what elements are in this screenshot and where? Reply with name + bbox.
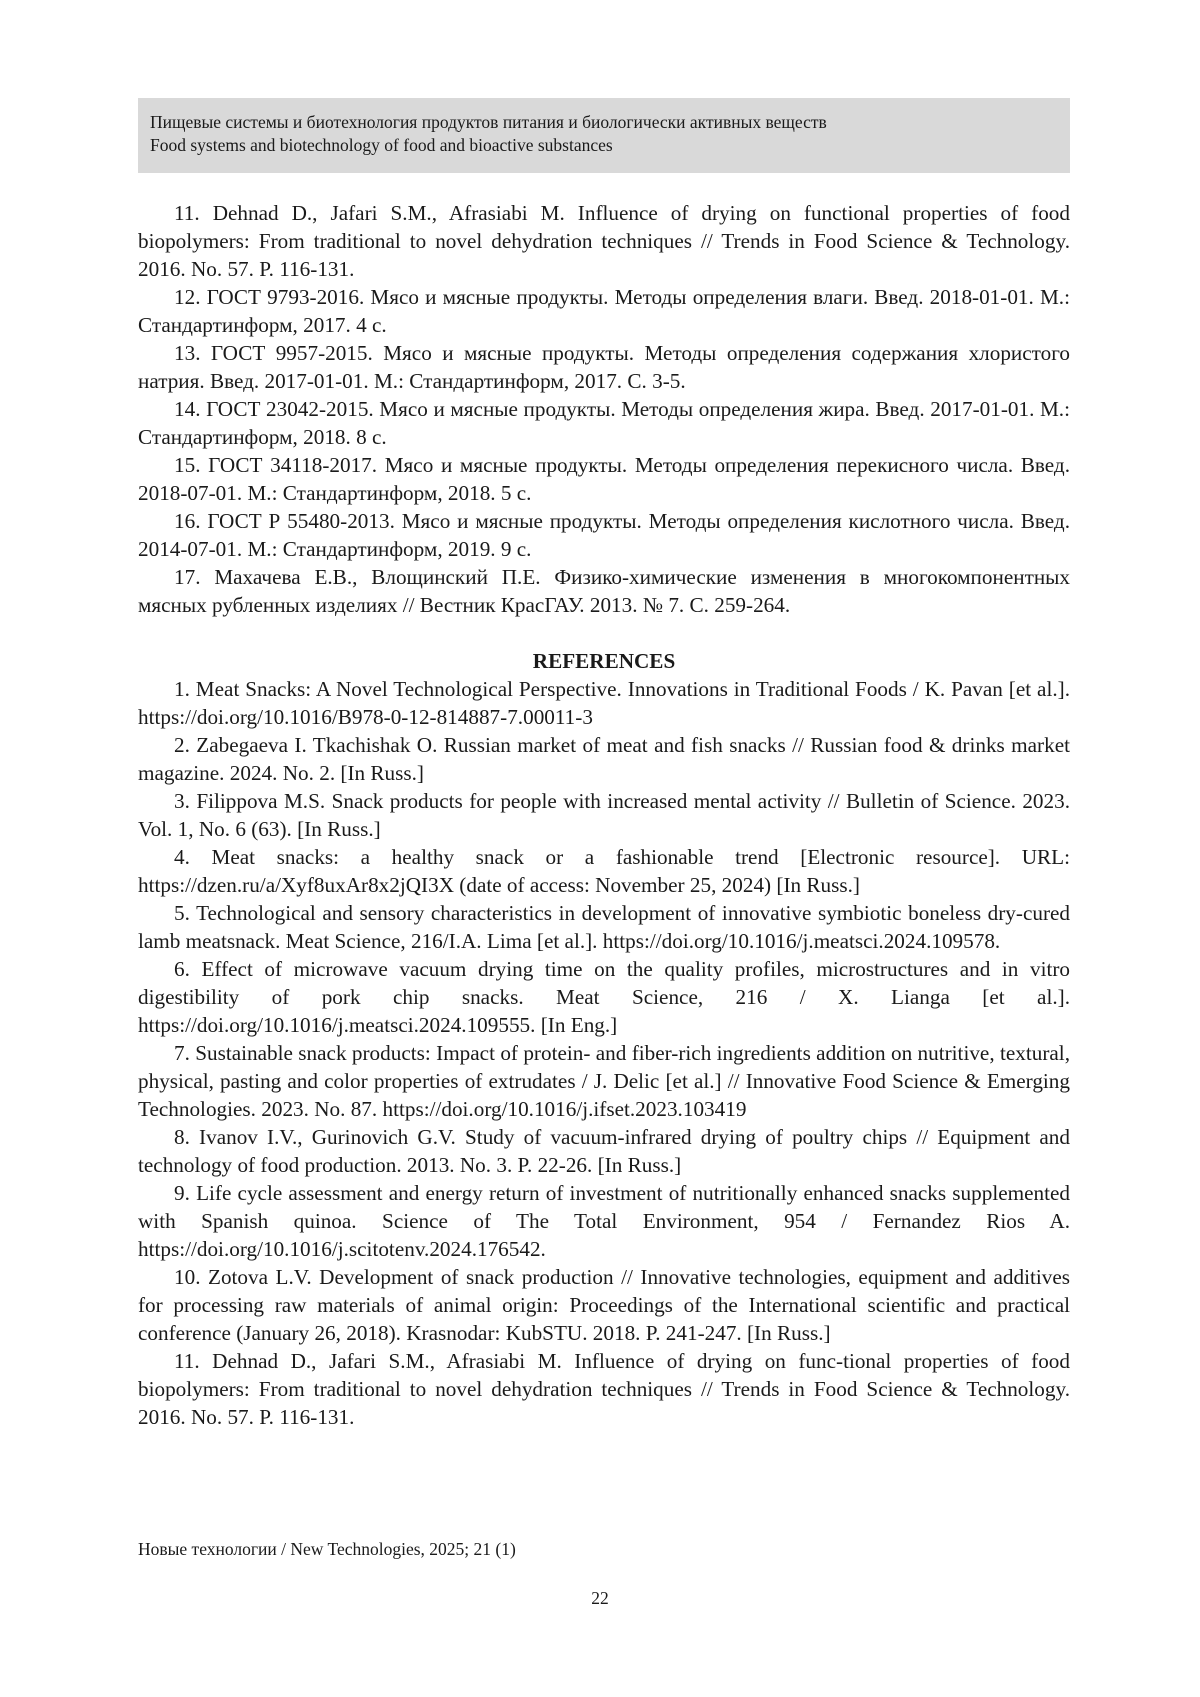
reference-item: 13. ГОСТ 9957-2015. Мясо и мясные продукты. Методы определения содержания хлористого натрия. Введ. 2017-01-01. М.: Стандартинформ, 2017. С. 3-5.	[138, 341, 1070, 393]
reference-item: 5. Technological and sensory characteristics in development of innovative symbiotic boneless dry-cured lamb meatsnack. Meat Science, 216/I.A. Lima [et al.]. https://doi.org/10.1016/j.meatsci.2024.109578.	[138, 901, 1070, 953]
reference-item: 1. Meat Snacks: A Novel Technological Perspective. Innovations in Traditional Foods / K. Pavan [et al.]. https://doi.org/10.1016/B978-0-12-814887-7.00011-3	[138, 677, 1070, 729]
running-header	[138, 98, 1070, 173]
reference-item: 15. ГОСТ 34118-2017. Мясо и мясные продукты. Методы определения перекисного числа. Введ. 2018-07-01. М.: Стандартинформ, 2018. 5 с.	[138, 453, 1070, 505]
reference-item: 4. Meat snacks: a healthy snack or a fashionable trend [Electronic resource]. URL: https://dzen.ru/a/Xyf8uxAr8x2jQI3X (date of access: November 25, 2024) [In Russ.]	[138, 845, 1070, 897]
ru-reference-list	[138, 199, 1070, 619]
reference-item: 3. Filippova M.S. Snack products for people with increased mental activity // Bulletin of Science. 2023. Vol. 1, No. 6 (63). [In Russ.]	[138, 789, 1070, 841]
reference-content	[138, 199, 1070, 1431]
reference-item: 11. Dehnad D., Jafari S.M., Afrasiabi M. Influence of drying on functional properties of food biopolymers: From traditional to novel dehydration techniques // Trends in Food Science & Technology. 2016. No. 57. P. 116-131.	[138, 201, 1070, 281]
reference-item: 9. Life cycle assessment and energy return of investment of nutritionally enhanced snacks supplemented with Spanish quinoa. Science of The Total Environment, 954 / Fernandez Rios A. https://doi.org/10.1016/j.scitotenv.2024.176542.	[138, 1181, 1070, 1261]
header-title-en: Food systems and biotechnology of food and bioactive substances	[150, 135, 613, 155]
reference-item: 16. ГОСТ Р 55480-2013. Мясо и мясные продукты. Методы определения кислотного числа. Введ. 2014-07-01. М.: Стандартинформ, 2019. 9 с.	[138, 509, 1070, 561]
page-number: 22	[591, 1588, 609, 1608]
journal-footer: Новые технологии / New Technologies, 2025; 21 (1)	[138, 1539, 516, 1559]
reference-item: 2. Zabegaeva I. Tkachishak O. Russian market of meat and fish snacks // Russian food & drinks market magazine. 2024. No. 2. [In Russ.]	[138, 733, 1070, 785]
reference-item: 12. ГОСТ 9793-2016. Мясо и мясные продукты. Методы определения влаги. Введ. 2018-01-01. М.: Стандартинформ, 2017. 4 с.	[138, 285, 1070, 337]
en-reference-list	[138, 675, 1070, 1431]
reference-item: 6. Effect of microwave vacuum drying time on the quality profiles, microstructures and in vitro digestibility of pork chip snacks. Meat Science, 216 / X. Lianga [et al.]. https://doi.org/10.1016/j.meatsci.2024.109555. [In Eng.]	[138, 957, 1070, 1037]
reference-item: 10. Zotova L.V. Development of snack production // Innovative technologies, equipment and additives for processing raw materials of animal origin: Proceedings of the International scientific and practical conference (January 26, 2018). Krasnodar: KubSTU. 2018. P. 241-247. [In Russ.]	[138, 1265, 1070, 1345]
reference-item: 11. Dehnad D., Jafari S.M., Afrasiabi M. Influence of drying on func-tional properties of food biopolymers: From traditional to novel dehydration techniques // Trends in Food Science & Technology. 2016. No. 57. P. 116-131.	[138, 1349, 1070, 1429]
reference-item: 8. Ivanov I.V., Gurinovich G.V. Study of vacuum-infrared drying of poultry chips // Equipment and technology of food production. 2013. No. 3. P. 22-26. [In Russ.]	[138, 1125, 1070, 1177]
reference-item: 17. Махачева Е.В., Влощинский П.Е. Физико-химические изменения в многокомпонентных мясных рубленных изделиях // Вестник КрасГАУ. 2013. № 7. С. 259-264.	[138, 565, 1070, 617]
header-title-ru: Пищевые системы и биотехнология продуктов питания и биологически активных веществ	[150, 112, 827, 132]
reference-item: 7. Sustainable snack products: Impact of protein- and fiber-rich ingredients addition on nutritive, textural, physical, pasting and color properties of extrudates / J. Delic [et al.] // Innovative Food Science & Emerging Technologies. 2023. No. 87. https://doi.org/10.1016/j.ifset.2023.103419	[138, 1041, 1070, 1121]
references-heading: REFERENCES	[532, 649, 676, 673]
reference-item: 14. ГОСТ 23042-2015. Мясо и мясные продукты. Методы определения жира. Введ. 2017-01-01. М.: Стандартинформ, 2018. 8 с.	[138, 397, 1070, 449]
